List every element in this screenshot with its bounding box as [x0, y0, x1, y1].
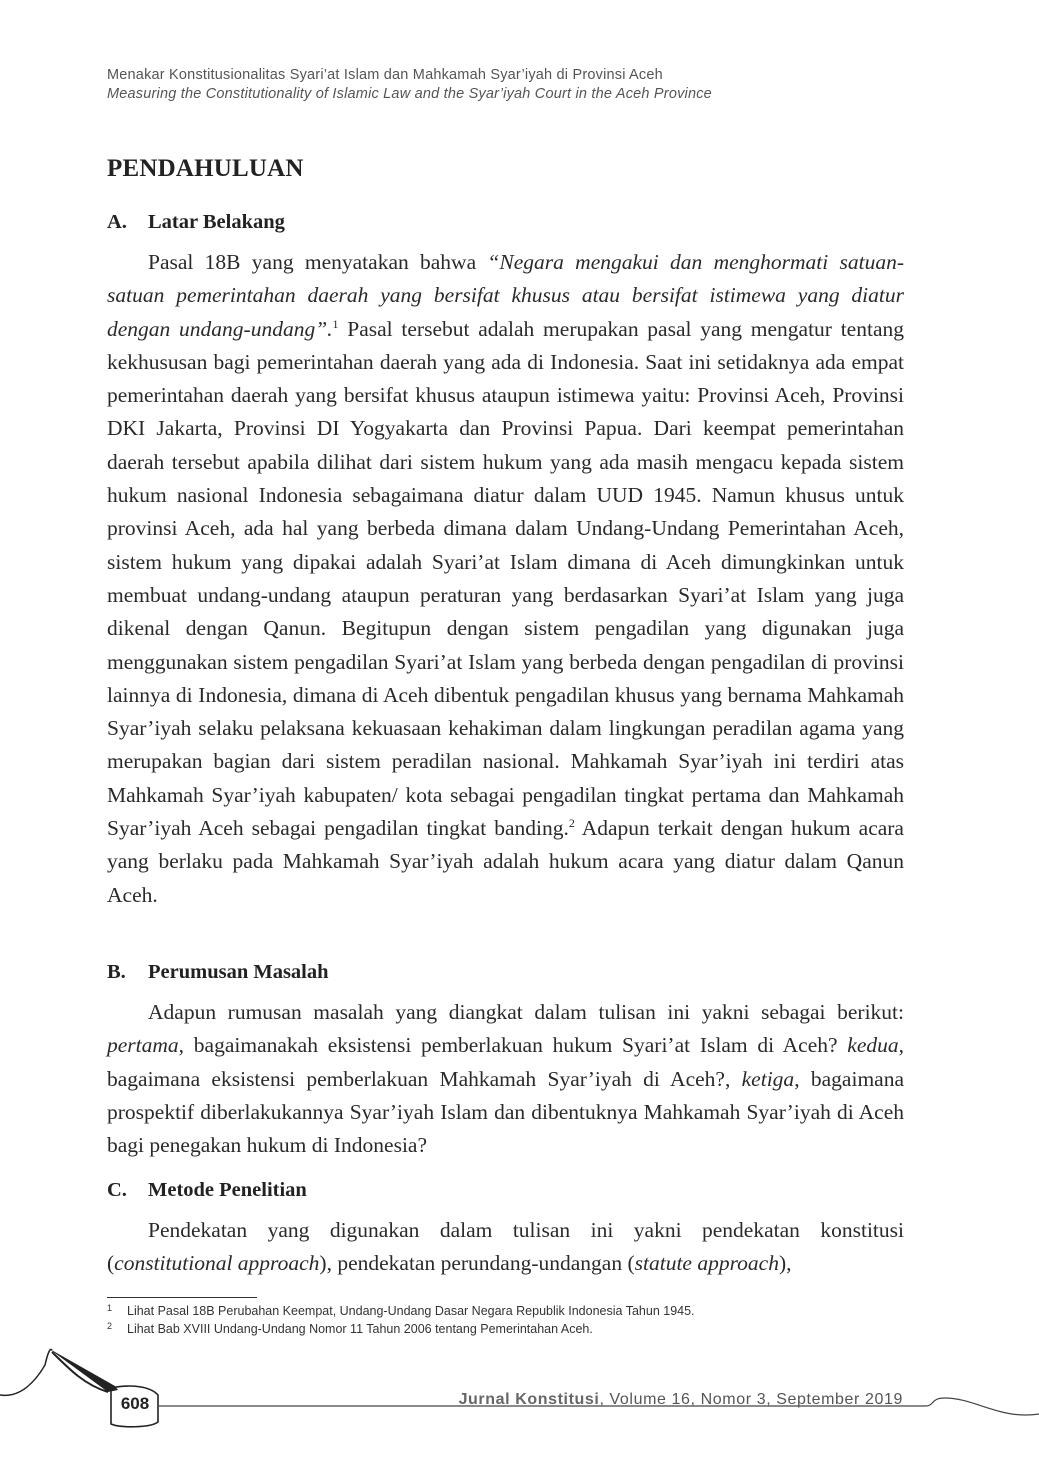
text-run: , bagaimana eksistensi pemberlakuan Mahkamah Syar’iyah di Aceh?, [107, 1033, 904, 1091]
footnotes [107, 1302, 904, 1338]
journal-footer [459, 1391, 903, 1409]
running-head-english: Measuring the Constitutionality of Islamic Law and the Syar’iyah Court in the Aceh Province [107, 86, 712, 102]
subsection-letter: C. [107, 1179, 127, 1201]
running-head [107, 66, 927, 104]
footnote-text: Lihat Pasal 18B Perubahan Keempat, Undang-Undang Dasar Negara Republik Indonesia Tahun 1945. [127, 1304, 695, 1318]
text-run: , bagaimanakah eksistensi pemberlakuan hukum Syari’at Islam di Aceh? [178, 1033, 848, 1058]
italic-term: constitutional approach [114, 1251, 320, 1276]
text-run: Adapun rumusan masalah yang diangkat dalam tulisan ini yakni sebagai berikut: [148, 1000, 904, 1024]
text-run: Pasal 18B yang menyatakan bahwa [148, 250, 488, 274]
italic-term: pertama [107, 1033, 179, 1058]
subsection-title: Perumusan Masalah [148, 961, 329, 983]
subsection-letter: B. [107, 961, 126, 983]
running-head-indonesian: Menakar Konstitusionalitas Syari’at Islam dan Mahkamah Syar’iyah di Provinsi Aceh [107, 67, 663, 83]
paragraph-metode-penelitian [107, 1214, 904, 1281]
journal-details: , Volume 16, Nomor 3, September 2019 [599, 1391, 903, 1408]
text-run: Pasal tersebut adalah merupakan pasal yang mengatur tentang kekhususan bagi pemerintahan daerah yang ada di Indonesia. Saat ini setidaknya ada empat pemerintahan daerah yang bersifat khusus ataupun istimewa yaitu: Provinsi Aceh, Provinsi DKI Jakarta, Provinsi DI Yogyakarta dan Provinsi Papua. Dari keempat pemerintahan daerah tersebut apabila dilihat dari sistem hukum yang ada masih mengacu kepada sistem hukum nasional Indonesia sebagaimana diatur dalam UUD 1945. Namun khusus untuk provinsi Aceh, ada hal yang berbeda dimana dalam Undang-Undang Pemerintahan Aceh, sistem hukum yang dipakai adalah Syari’at Islam dimana di Aceh dimungkinkan untuk membuat undang-undang ataupun peraturan yang berdasarkan Syari’at Islam yang juga dikenal dengan Qanun. Begitupun dengan sistem pengadilan yang digunakan juga menggunakan sistem pengadilan Syari’at Islam yang berbeda dengan pengadilan di provinsi lainnya di Indonesia, dimana di Aceh dibentuk pengadilan khusus yang bernama Mahkamah Syar’iyah selaku pelaksana kekuasaan kehakiman dalam lingkungan peradilan agama yang merupakan bagian dari sistem peradilan nasional. Mahkamah Syar’iyah ini terdiri atas Mahkamah Syar’iyah kabupaten/ kota sebagai pengadilan tingkat pertama dan Mahkamah Syar’iyah Aceh sebagai pengadilan tingkat banding. [107, 316, 904, 841]
subsection-heading-b [107, 961, 329, 984]
footnote-divider [107, 1297, 257, 1298]
footnote-number: 2 [107, 1321, 113, 1331]
italic-term: statute approach [634, 1251, 779, 1276]
footnote-1 [107, 1302, 904, 1320]
footnote-2 [107, 1320, 904, 1338]
subsection-heading-a [107, 211, 285, 234]
text-run: ), pendekatan perundang-undangan ( [319, 1251, 635, 1276]
subsection-title: Latar Belakang [148, 211, 285, 233]
text-run: Adapun terkait dengan hukum acara yang berlaku pada Mahkamah Syar’iyah adalah hukum acara yang diatur dalam Qanun Aceh. [107, 816, 904, 907]
paragraph-latar-belakang [107, 246, 904, 912]
subsection-letter: A. [107, 211, 127, 233]
italic-term: ketiga [741, 1066, 795, 1091]
text-run: Pendekatan yang digunakan dalam tulisan ini yakni pendekatan konstitusi ( [107, 1218, 904, 1276]
text-run: ), [778, 1251, 792, 1276]
section-title: PENDAHULUAN [107, 155, 304, 182]
footnote-number: 1 [107, 1303, 113, 1313]
paragraph-perumusan-masalah [107, 996, 904, 1162]
footnote-text: Lihat Bab XVIII Undang-Undang Nomor 11 Tahun 2006 tentang Pemerintahan Aceh. [127, 1322, 593, 1336]
footnote-ref-1[interactable]: 1 [332, 316, 339, 331]
subsection-title: Metode Penelitian [148, 1179, 307, 1201]
footnote-ref-2[interactable]: 2 [568, 816, 575, 831]
journal-name: Jurnal Konstitusi [458, 1391, 600, 1408]
quoted-article-text: “Negara mengakui dan menghormati satuan-satuan pemerintahan daerah yang bersifat khusus atau bersifat istimewa yang diatur dengan undang-undang”. [107, 250, 905, 341]
subsection-heading-c [107, 1179, 307, 1202]
page-number: 608 [120, 1394, 150, 1413]
italic-term: kedua [847, 1033, 899, 1058]
text-run: , bagaimana prospektif diberlakukannya Syar’iyah Islam dan dibentuknya Mahkamah Syar’iyah di Aceh bagi penegakan hukum di Indonesia? [107, 1066, 904, 1158]
